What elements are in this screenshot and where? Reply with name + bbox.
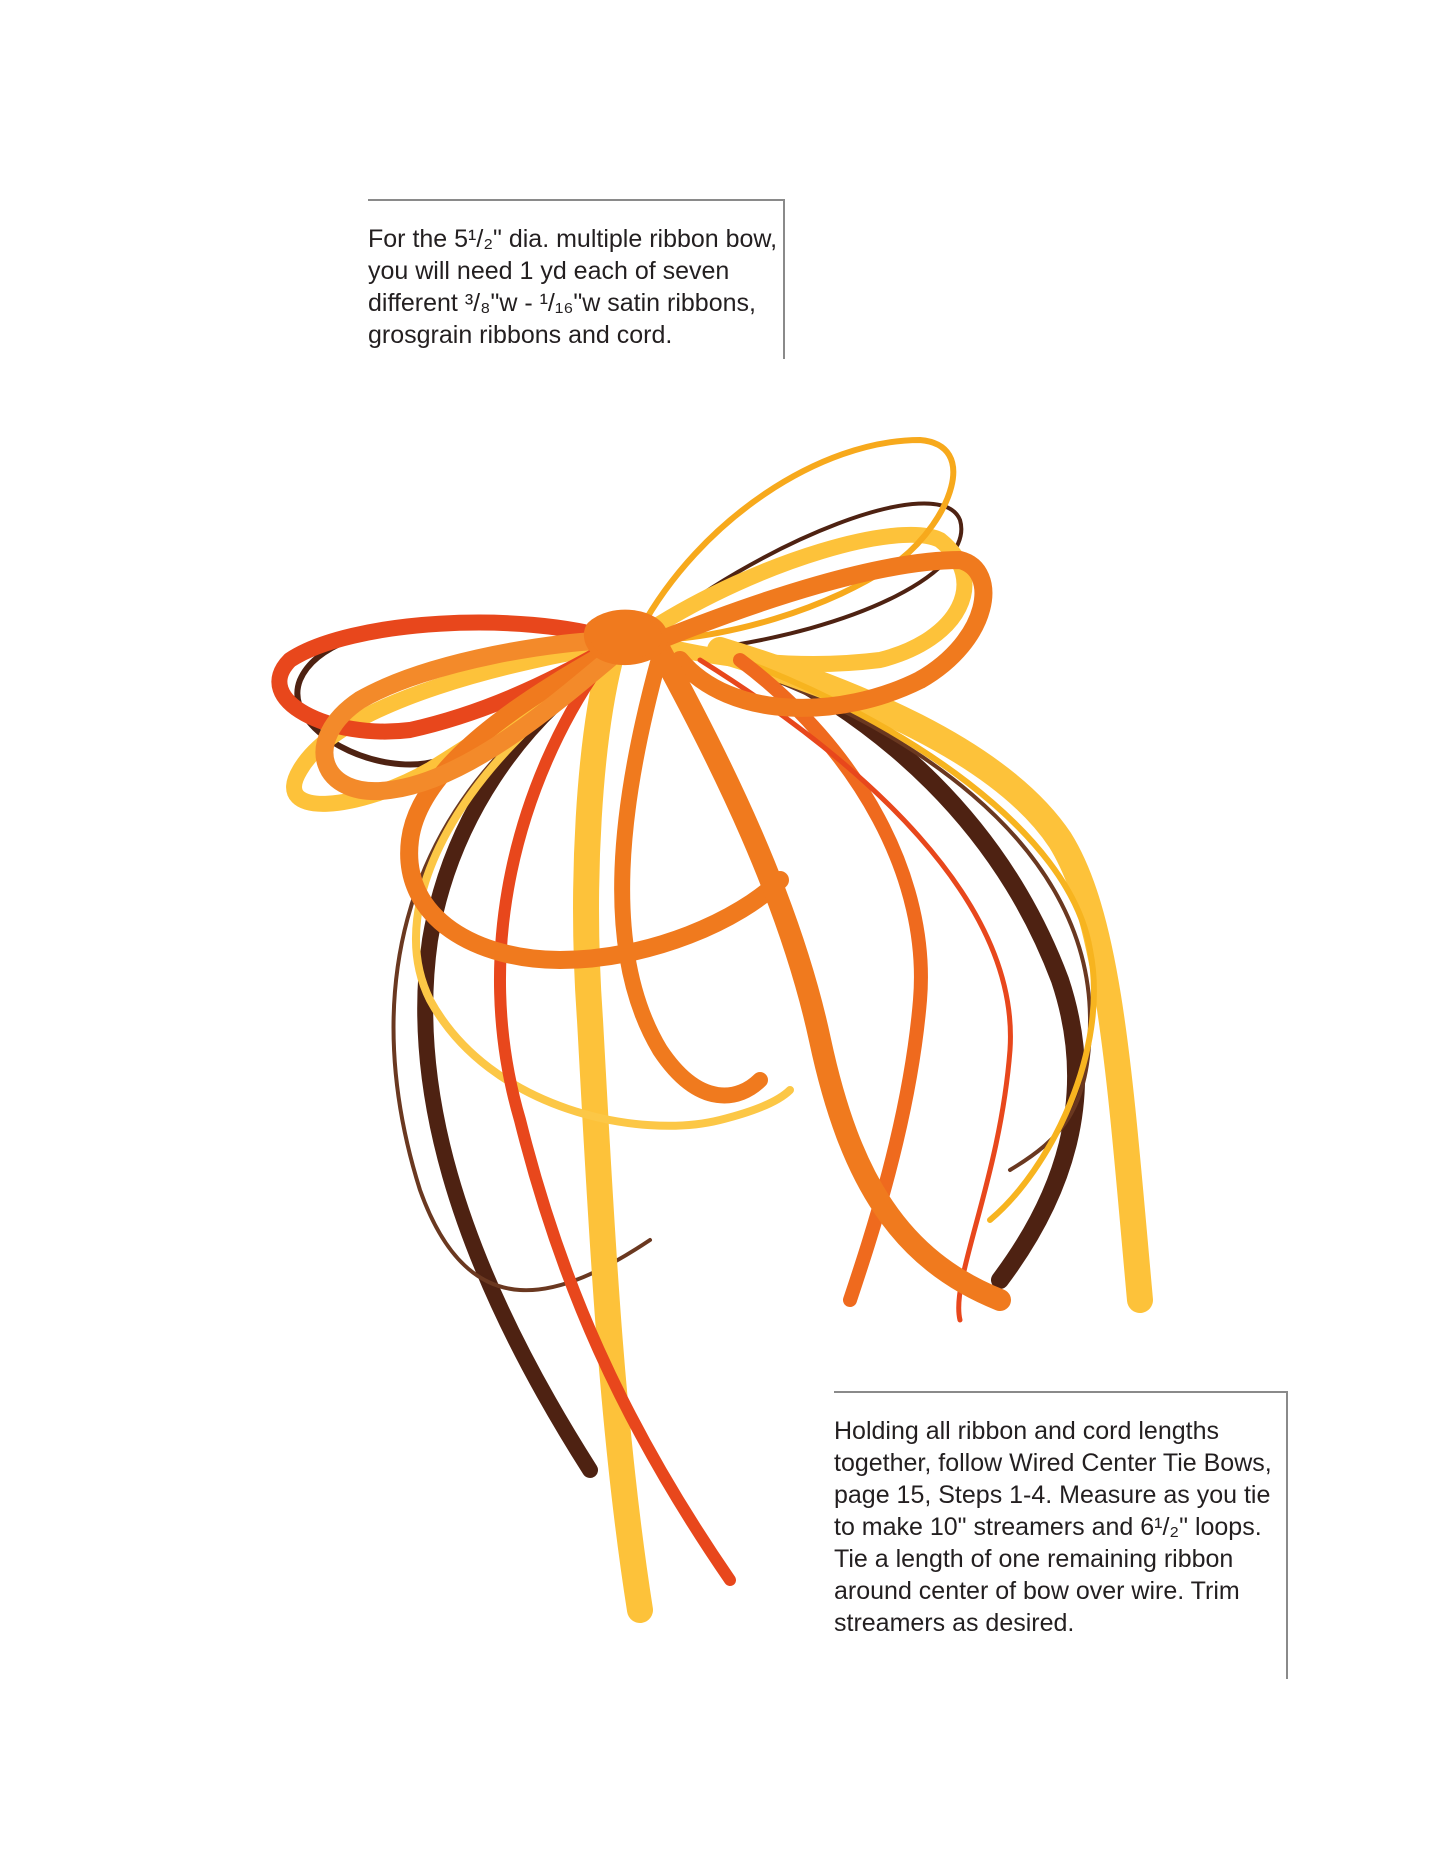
steps-text: Holding all ribbon and cord lengths together, follow Wired Center Tie Bows, page 15, Steps 1-4. Measure as you tie to make 10" streamers and 6¹/₂" loops. Tie a length of one remaining ribbon around center of bow over wire. Trim streamers as desired. <box>834 1417 1272 1637</box>
steps-callout <box>834 1391 1288 1679</box>
bow-knot <box>587 613 665 662</box>
yellow-ribbon-right-streamer <box>720 650 1140 1300</box>
materials-text: For the 5¹/₂" dia. multiple ribbon bow, you will need 1 yd each of seven different ³/₈"w - ¹/₁₆"w satin ribbons, grosgrain ribbons and cord. <box>368 225 778 349</box>
materials-callout <box>368 199 785 359</box>
